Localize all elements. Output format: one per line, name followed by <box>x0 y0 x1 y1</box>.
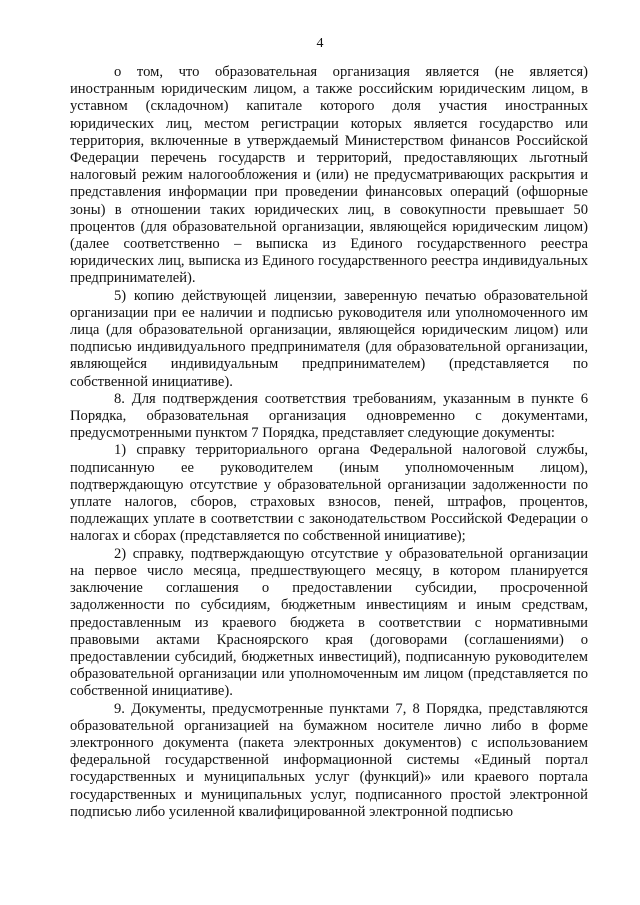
document-body <box>70 64 588 821</box>
paragraph-section-8: 8. Для подтверждения соответствия требованиям, указанным в пункте 6 Порядка, образовательная организация одновременно с документами, предусмотренными пунктом 7 Порядка, представляет следующие документы: <box>70 390 588 442</box>
paragraph-continuation: о том, что образовательная организация является (не является) иностранным юридическим лицом, а также российским юридическим лицом, в уставном (складочном) капитале которого доля участия иностранных юридических лиц, местом регистрации которых является государство или территория, включенные в утверждаемый Министерством финансов Российской Федерации перечень государств и территорий, предоставляющих льготный налоговый режим налогообложения и (или) не предусматривающих раскрытия и представления информации при проведении финансовых операций (офшорные зоны) в отношении таких юридических лиц, в совокупности превышает 50 процентов (для образовательной организации, являющейся юридическим лицом) (далее соответственно – выписка из Единого государственного реестра юридических лиц, выписка из Единого государственного реестра индивидуальных предпринимателей). <box>70 64 588 287</box>
paragraph-section-9: 9. Документы, предусмотренные пунктами 7, 8 Порядка, представляются образовательной организацией на бумажном носителе лично либо в форме электронного документа (пакета электронных документов) с использованием федеральной государственной информационной системы «Единый портал государственных и муниципальных услуг (функций)» или краевого портала государственных и муниципальных услуг, подписанного простой электронной подписью либо усиленной квалифицированной электронной подписью <box>70 700 588 820</box>
paragraph-item-2-debt-certificate: 2) справку, подтверждающую отсутствие у образовательной организации на первое число месяца, предшествующего месяцу, в котором планируется заключение соглашения о предоставлении субсидии, просроченной задолженности по субсидиям, бюджетным инвестициям и иным средствам, предоставленным из краевого бюджета в соответствии с нормативными правовыми актами Красноярского края (договорами (соглашениями) о предоставлении субсидий, бюджетных инвестиций), подписанную руководителем образовательной организации или уполномоченным им лицом (представляется по собственной инициативе). <box>70 545 588 700</box>
paragraph-item-5-license: 5) копию действующей лицензии, заверенную печатью образовательной организации при ее наличии и подписью руководителя или уполномоченного им лица (для образовательной организации, являющейся юридическим лицом) или подписью индивидуального предпринимателя (для образовательной организации, являющейся индивидуальным предпринимателем) (представляется по собственной инициативе). <box>70 287 588 390</box>
paragraph-item-1-tax-certificate: 1) справку территориального органа Федеральной налоговой службы, подписанную ее руководителем (иным уполномоченным лицом), подтверждающую отсутствие у образовательной организации задолженности по уплате налогов, сборов, страховых взносов, пеней, штрафов, процентов, подлежащих уплате в соответствии с законодательством Российской Федерации о налогах и сборах (представляется по собственной инициативе); <box>70 442 588 545</box>
page-number: 4 <box>316 36 324 51</box>
